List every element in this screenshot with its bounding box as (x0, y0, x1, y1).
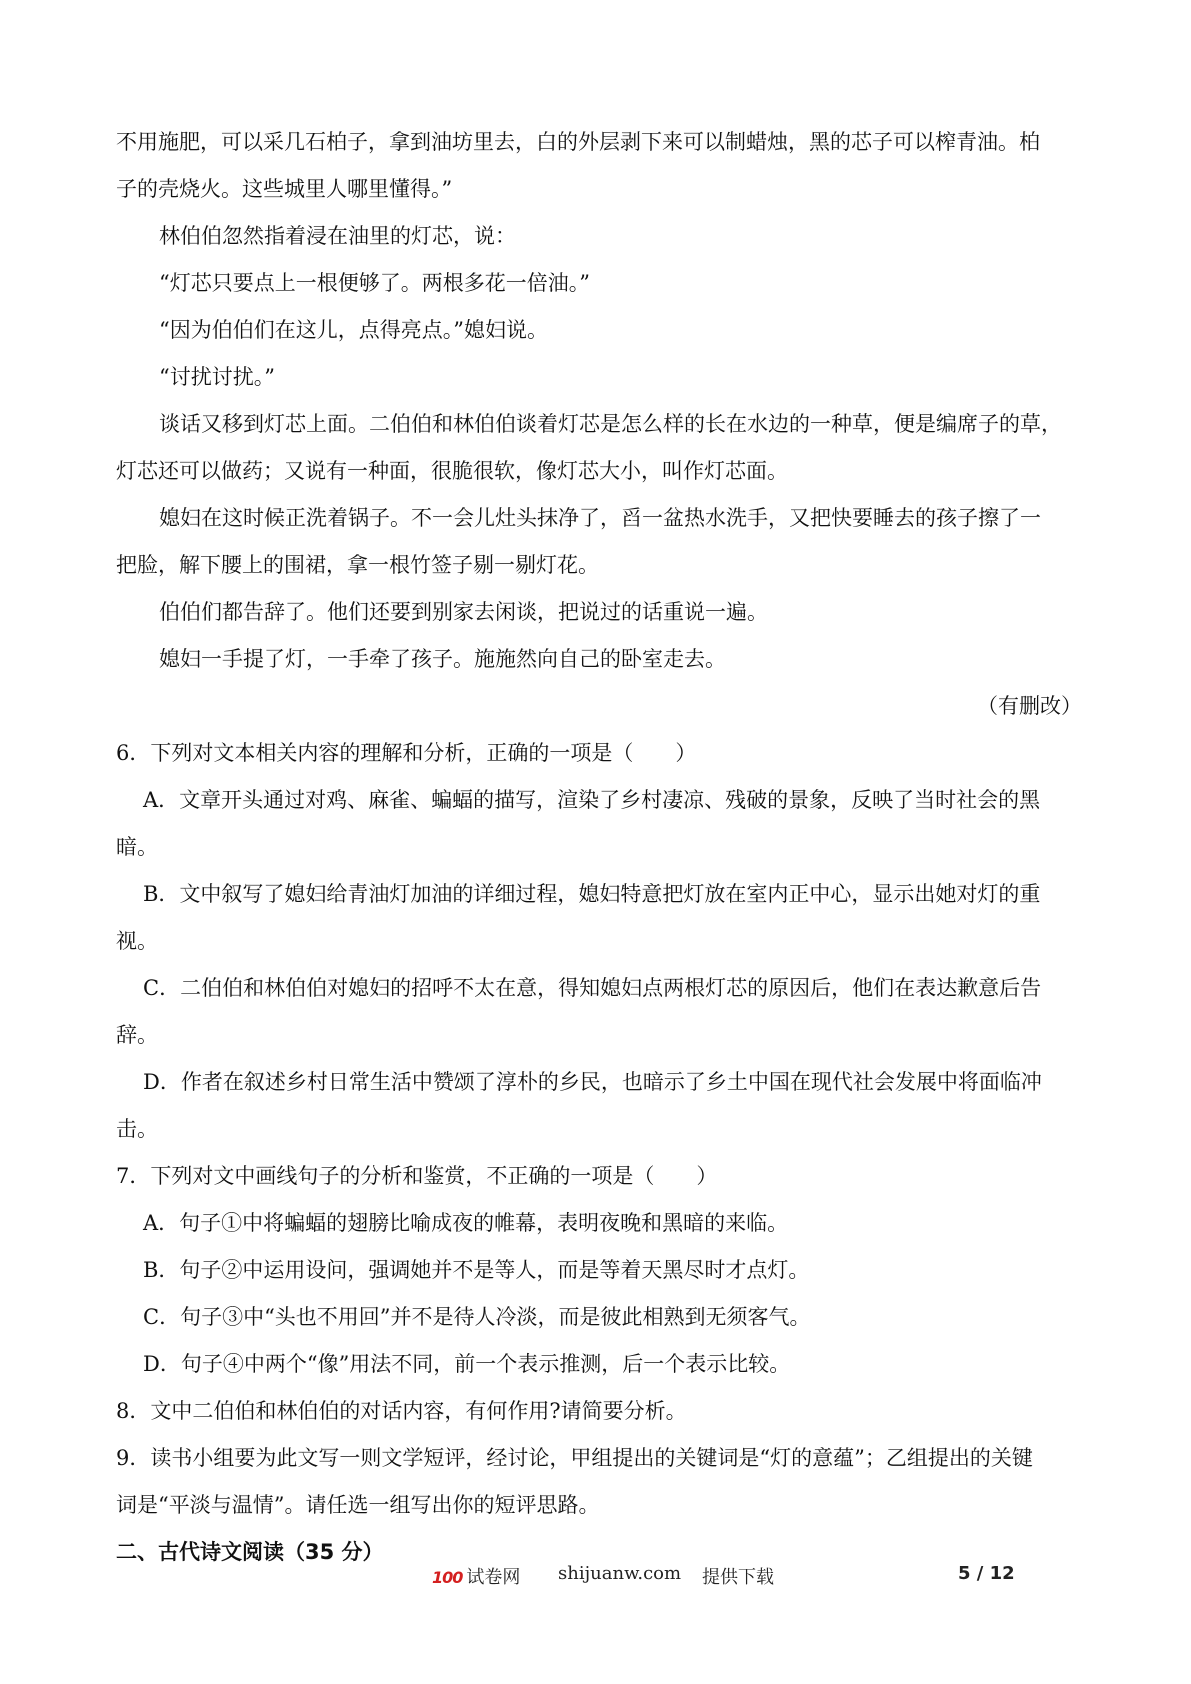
page-footer (0, 1557, 1191, 1597)
body-line: 不用施肥，可以采几石柏子，拿到油坊里去，白的外层剥下来可以制蜡烛，黑的芯子可以榨青油。柏 (116, 130, 1040, 154)
question-8: 8．文中二伯伯和林伯伯的对话内容，有何作用?请简要分析。 (116, 1399, 687, 1423)
body-line: 谈话又移到灯芯上面。二伯伯和林伯伯谈着灯芯是怎么样的长在水边的一种草，便是编席子的草， (159, 412, 1062, 436)
question-6-option-a: A．文章开头通过对鸡、麻雀、蝙蝠的描写，渲染了乡村凄凉、残破的景象，反映了当时社会的黑 (143, 788, 1041, 812)
body-line: 子的壳烧火。这些城里人哪里懂得。” (116, 177, 453, 201)
body-line: 把脸，解下腰上的围裙，拿一根竹签子剔一剔灯花。 (116, 553, 599, 577)
page-number: 5 / 12 (958, 1563, 1015, 1584)
question-6-option-a-cont: 暗。 (116, 835, 158, 859)
question-6-option-c-cont: 辞。 (116, 1023, 158, 1047)
body-line: “讨扰讨扰。” (159, 365, 275, 389)
site-logo[interactable] (432, 1563, 520, 1589)
edit-note: （有删改） (977, 694, 1082, 718)
site-url-link[interactable]: shijuanw.com (558, 1563, 682, 1584)
body-line: 媳妇一手提了灯，一手牵了孩子。施施然向自己的卧室走去。 (159, 647, 726, 671)
question-7-option-a: A．句子①中将蝙蝠的翅膀比喻成夜的帷幕，表明夜晚和黑暗的来临。 (143, 1211, 789, 1235)
body-line: 灯芯还可以做药；又说有一种面，很脆很软，像灯芯大小，叫作灯芯面。 (116, 459, 788, 483)
question-7-stem: 7．下列对文中画线句子的分析和鉴赏，不正确的一项是（ ） (116, 1164, 718, 1188)
question-6-option-b-cont: 视。 (116, 929, 158, 953)
body-line: 伯伯们都告辞了。他们还要到别家去闲谈，把说过的话重说一遍。 (159, 600, 768, 624)
question-9-cont: 词是“平淡与温情”。请任选一组写出你的短评思路。 (116, 1493, 600, 1517)
question-7-option-b: B．句子②中运用设问，强调她并不是等人，而是等着天黑尽时才点灯。 (143, 1258, 810, 1282)
body-line: 林伯伯忽然指着浸在油里的灯芯，说： (159, 224, 516, 248)
body-line: 媳妇在这时候正洗着锅子。不一会儿灶头抹净了，舀一盆热水洗手，又把快要睡去的孩子擦了一 (159, 506, 1041, 530)
question-6-option-c: C．二伯伯和林伯伯对媳妇的招呼不太在意，得知媳妇点两根灯芯的原因后，他们在表达歉意后告 (143, 976, 1042, 1000)
body-line: “因为伯伯们在这儿，点得亮点。”媳妇说。 (159, 318, 548, 342)
logo-text: 试卷网 (466, 1567, 521, 1588)
question-6-option-d-cont: 击。 (116, 1117, 158, 1141)
section-heading: 二、古代诗文阅读（35 分） (116, 1540, 384, 1564)
body-line: “灯芯只要点上一根便够了。两根多花一倍油。” (159, 271, 590, 295)
document-page (116, 119, 1082, 1575)
download-text: 提供下载 (702, 1567, 774, 1588)
question-7-option-c: C．句子③中“头也不用回”并不是待人冷淡，而是彼此相熟到无须客气。 (143, 1305, 811, 1329)
logo-100-icon: 100 (432, 1568, 463, 1587)
question-9: 9．读书小组要为此文写一则文学短评，经讨论，甲组提出的关键词是“灯的意蕴”；乙组提出的关键 (116, 1446, 1033, 1470)
question-7-option-d: D．句子④中两个“像”用法不同，前一个表示推测，后一个表示比较。 (143, 1352, 791, 1376)
question-6-option-d: D．作者在叙述乡村日常生活中赞颂了淳朴的乡民，也暗示了乡土中国在现代社会发展中将面临冲 (143, 1070, 1042, 1094)
question-6-option-b: B．文中叙写了媳妇给青油灯加油的详细过程，媳妇特意把灯放在室内正中心，显示出她对灯的重 (143, 882, 1041, 906)
question-6-stem: 6．下列对文本相关内容的理解和分析，正确的一项是（ ） (116, 741, 697, 765)
